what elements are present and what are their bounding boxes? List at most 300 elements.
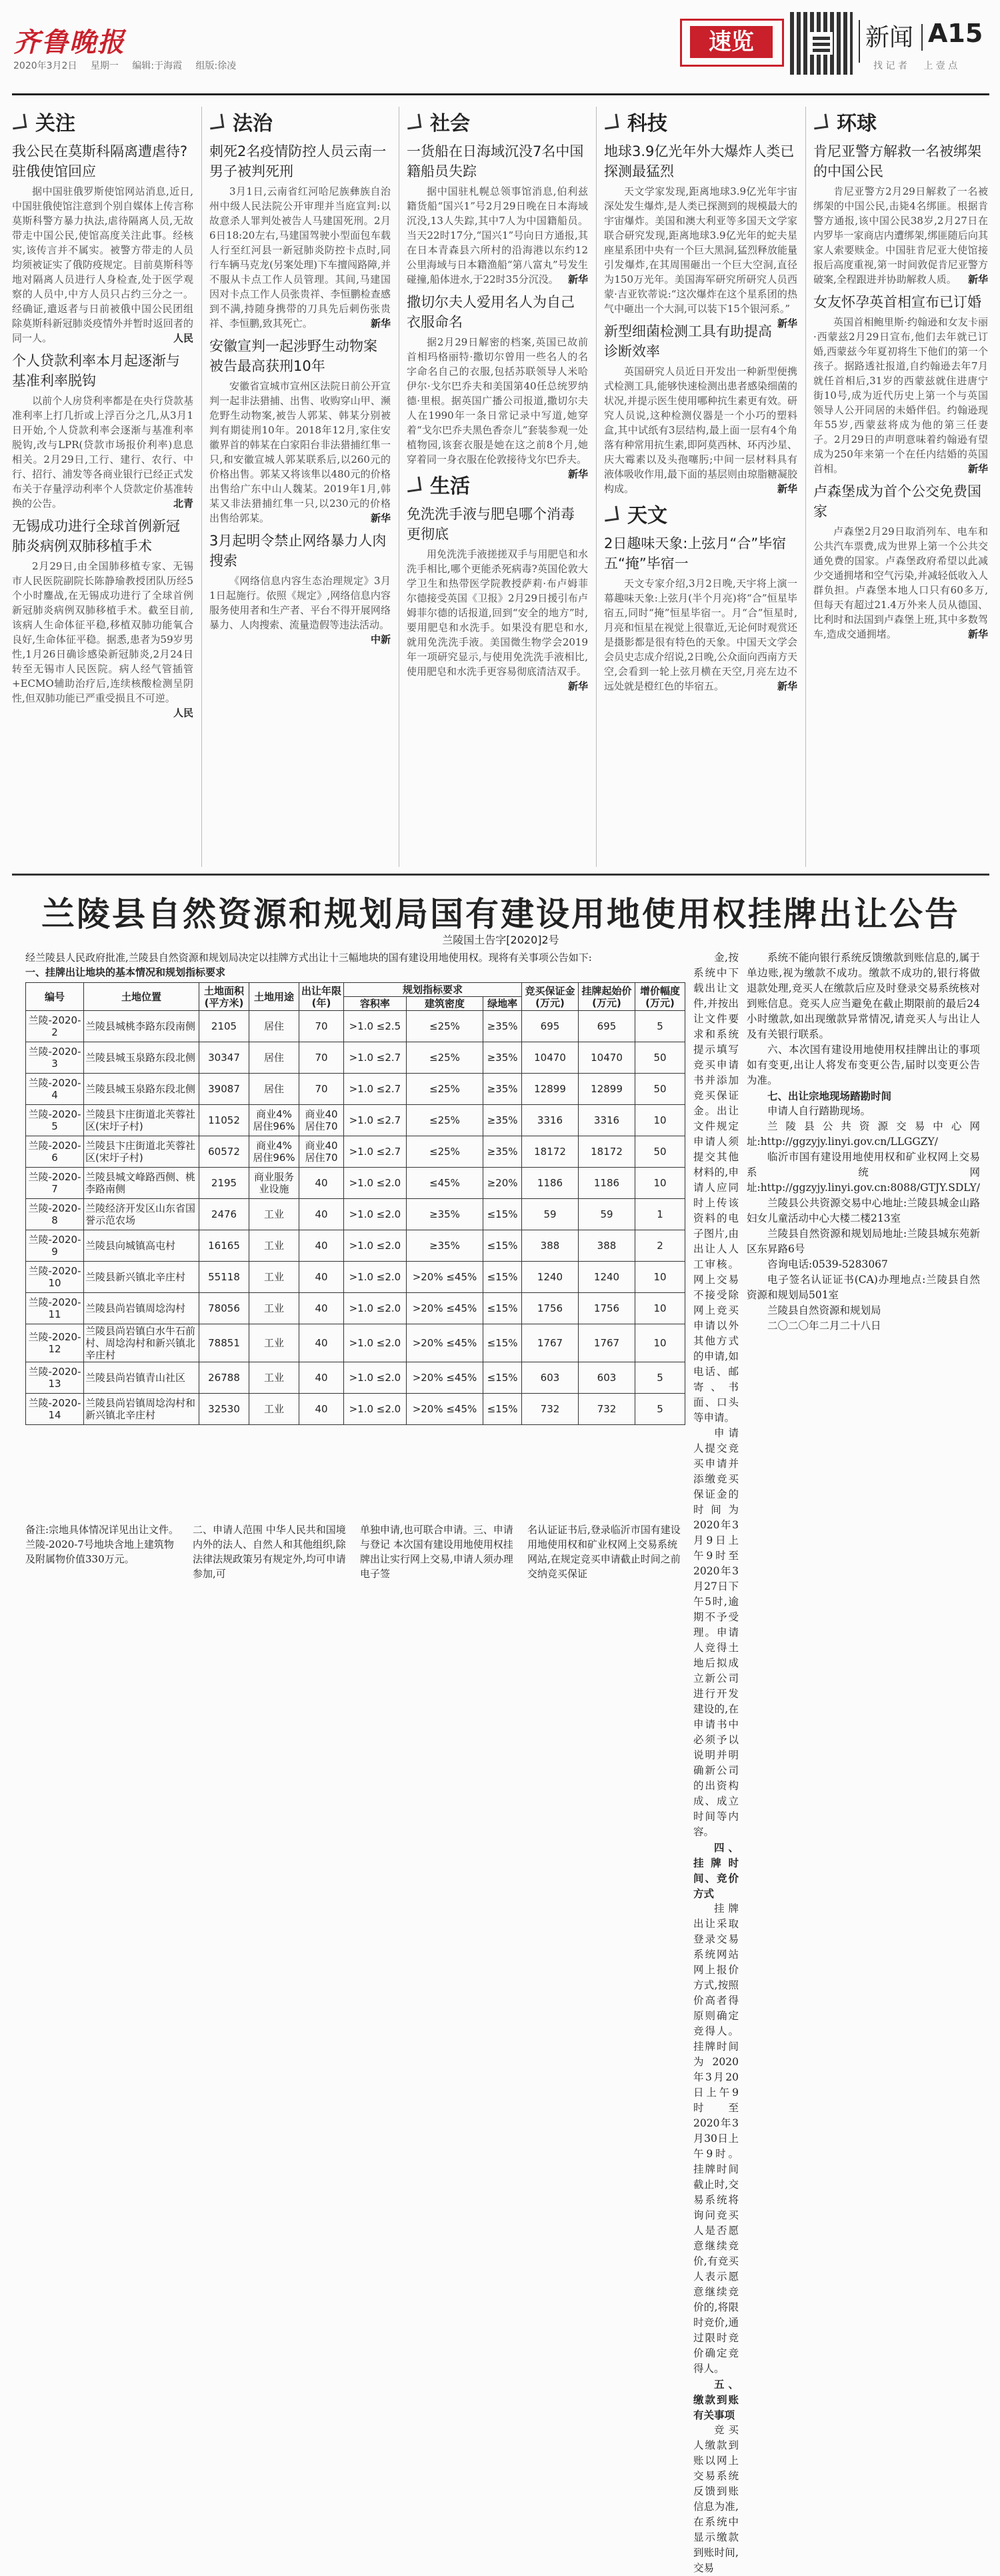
article[interactable] xyxy=(604,141,797,329)
notice-text: 备注:宗地具体情况详见出让文件。兰陵-2020-7号地块含地上建筑物及附属物价值330万元。 xyxy=(25,1524,179,1565)
cell-den: ≤25% xyxy=(406,1136,483,1168)
cell-loc: 兰陵县卞庄街道北芙蓉社区(宋圩子村) xyxy=(84,1105,199,1136)
cell-start: 18172 xyxy=(579,1136,635,1168)
cell-loc: 兰陵县尚岩镇白水牛石前村、周埝沟村和新兴镇北辛庄村 xyxy=(84,1324,199,1362)
section-header: 生活 xyxy=(407,469,568,499)
cell-dep: 18172 xyxy=(522,1136,579,1168)
notice-paragraph: 电子签名认证证书(CA)办理地点:兰陵县自然资源和规划局501室 xyxy=(746,1274,980,1301)
cell-den: >20% ≤45% xyxy=(406,1324,483,1362)
cell-loc: 兰陵县向城镇高屯村 xyxy=(84,1230,199,1262)
article-source: 新华 xyxy=(967,628,988,640)
cell-code: 兰陵-2020-14 xyxy=(26,1394,84,1425)
cell-dep: 388 xyxy=(522,1230,579,1262)
table-row xyxy=(26,1105,685,1136)
table-row xyxy=(26,1262,685,1293)
article-title[interactable]: 卢森堡成为首个公交免费国家 xyxy=(813,483,981,519)
column-huanqiu xyxy=(813,107,988,867)
article-body: 据2月29日解密的档案,英国已故前首相玛格丽特·撒切尔曾用一些名人的名字命名自己的衣服,包括苏联领导人米哈伊尔·戈尔巴乔夫和美国第40任总统罗纳德·里根。据英国广播公司报道,撒切尔夫人在1990年一条日常记录中写道,她穿着“戈尔巴乔夫黑色香奈儿”套装参观一处植物园,该套衣服是她在这之前8个月,她穿着同一身衣服在伦敦接待戈尔巴乔夫。 新华 xyxy=(407,336,588,480)
article-body: 肯尼亚警方2月29日解救了一名被绑架的中国公民,击毙4名绑匪。根据肯警方通报,该中国公民38岁,2月27日在内罗毕一家商店内遭绑架,绑匪随后向其家人索要赎金。中国驻肯尼亚大使馆接报后高度重视,第一时间敦促肯尼亚警方破案,全程跟进并协助解救人质。 新华 xyxy=(813,185,988,285)
article-title[interactable]: 我公民在莫斯科隔离遭虐待?驻俄使馆回应 xyxy=(12,143,188,179)
masthead xyxy=(13,12,987,85)
table-row xyxy=(26,1362,685,1394)
section-header: 科技 xyxy=(604,107,797,136)
notice-text: 名认证证书后,登录临沂市国有建设用地使用权和矿业权网上交易系统网站,在规定竞买申请截止时间之前交纳竞买保证 xyxy=(527,1524,681,1580)
article-source: 新华 xyxy=(370,512,391,524)
article-title[interactable]: 撒切尔夫人爱用名人为自己衣服命名 xyxy=(407,294,575,330)
arrow-icon xyxy=(209,113,224,129)
th-step: 增价幅度(万元) xyxy=(635,983,685,1011)
cell-code: 兰陵-2020-4 xyxy=(26,1074,84,1105)
cell-loc: 兰陵县新兴镇北辛庄村 xyxy=(84,1262,199,1293)
cell-area: 2476 xyxy=(199,1199,249,1230)
article-body: 2月29日,由全国肺移植专家、无锡市人民医院副院长陈静瑜教授团队历经5个小时鏖战,在无锡成功进行了全球首例新冠肺炎病例双肺移植手术。截至目前,该病人生命体征平稳,移植双肺功能氧合良好,生命体征平稳。据悉,患者为59岁男性,1月26日确诊感染新冠肺炎,2月24日转至无锡市人民医院。病人经气管插管+ECMO辅助治疗后,连续核酸检测呈阴性,但双肺功能已严重受损且不可逆。 人民 xyxy=(12,560,193,719)
cell-far: >1.0 ≤2.7 xyxy=(344,1042,407,1074)
cell-loc: 兰陵县尚岩镇周埝沟村和新兴镇北辛庄村 xyxy=(84,1394,199,1425)
cell-area: 39087 xyxy=(199,1074,249,1105)
cell-code: 兰陵-2020-13 xyxy=(26,1362,84,1394)
notice-paragraph: 金,按系统中下载出让文件,并按出让文件要求和系统提示填写竞买申请书并添加竞买保证金。出让文件规定申请人须提交其他材料的,申请人应同时上传该资料的电子图片,由出让人人工审核。网上交易不接受除网上竞买申请以外其他方式的申请,如电话、邮寄、书面、口头等申请。 xyxy=(693,952,739,1424)
article-title[interactable]: 一货船在日海域沉没7名中国籍船员失踪 xyxy=(407,143,584,179)
cell-loc: 兰陵县城文峰路西侧、桃李路南侧 xyxy=(84,1168,199,1199)
notice-right-text xyxy=(693,950,980,2576)
cell-dep: 695 xyxy=(522,1011,579,1042)
cell-code: 兰陵-2020-2 xyxy=(26,1011,84,1042)
cell-start: 695 xyxy=(579,1011,635,1042)
article-source: 人民 xyxy=(173,332,193,344)
page-number: A15 xyxy=(928,19,983,48)
cell-start: 1240 xyxy=(579,1262,635,1293)
th-code: 编号 xyxy=(26,983,84,1011)
cell-den: >20% ≤45% xyxy=(406,1394,483,1425)
cell-start: 732 xyxy=(579,1394,635,1425)
cell-green: ≥35% xyxy=(483,1105,522,1136)
article-title[interactable]: 无锡成功进行全球首例新冠肺炎病例双肺移植手术 xyxy=(12,518,180,554)
notice-right-col-1 xyxy=(693,950,739,2576)
cell-den: ≤25% xyxy=(406,1011,483,1042)
cell-green: ≤15% xyxy=(483,1230,522,1262)
cell-loc: 兰陵县尚岩镇周埝沟村 xyxy=(84,1293,199,1324)
th-deposit: 竞买保证金(万元) xyxy=(522,983,579,1011)
reporter-line xyxy=(873,59,971,72)
issue-layout: 组版:徐凌 xyxy=(195,61,237,71)
article-title[interactable]: 2日趣味天象:上弦月“合”毕宿五“掩”毕宿一 xyxy=(604,535,787,571)
cell-dep: 1756 xyxy=(522,1293,579,1324)
cell-use: 居住 xyxy=(249,1074,299,1105)
article[interactable] xyxy=(12,351,193,511)
section-header: 环球 xyxy=(813,107,988,136)
notice-paragraph: 申请人自行踏勘现场。 xyxy=(767,1105,871,1117)
cell-area: 78851 xyxy=(199,1324,249,1362)
cell-far: >1.0 ≤2.0 xyxy=(344,1293,407,1324)
article-body: 安徽省宣城市宣州区法院日前公开宣判一起非法猎捕、出售、收购穿山甲、濒危野生动物案,被告人郭某、韩某分别被判有期徒刑10年。2018年12月,家住安徽界首的韩某在白家阳台非法猎捕红隼一只,和安徽宣城人郭某联系后,以260元的价格出售。郭某又将该隼以480元的价格出售给广东中山人魏某。2019年1月,韩某又非法猎捕红隼一只,以230元的价格出售给郭某。 新华 xyxy=(209,380,391,524)
table-row xyxy=(26,1168,685,1199)
article-body: 据中国驻札幌总领事馆消息,伯利兹籍货船“国兴1”号2月29日晚在日本海域沉没,13人失踪,其中7人为中国籍船员。当天22时17分,“国兴1”号向日方通报,其在日本青森县六所村的沿海港以东约12公里海域与日本籍渔船“第八富丸”号发生碰撞,船体进水,于22时35分沉没。 新华 xyxy=(407,185,588,285)
cell-code: 兰陵-2020-12 xyxy=(26,1324,84,1362)
th-far: 容积率 xyxy=(344,997,407,1011)
cell-green: ≤15% xyxy=(483,1394,522,1425)
cell-dep: 59 xyxy=(522,1199,579,1230)
cell-step: 10 xyxy=(635,1262,685,1293)
cell-term: 70 xyxy=(299,1042,344,1074)
cell-term: 40 xyxy=(299,1168,344,1199)
article[interactable] xyxy=(209,336,391,525)
notice-paragraph: 四、挂牌时间、竞价方式 xyxy=(693,1841,739,1900)
cell-step: 10 xyxy=(635,1324,685,1362)
article[interactable] xyxy=(407,292,588,480)
article-body: 《网络信息内容生态治理规定》3月1日起施行。依照《规定》,网络信息内容服务使用者和生产者、平台不得开展网络暴力、人肉搜索、流量造假等违法活动。 中新 xyxy=(209,575,391,646)
cell-far: >1.0 ≤2.0 xyxy=(344,1168,407,1199)
cell-den: ≤45% xyxy=(406,1168,483,1199)
cell-dep: 1240 xyxy=(522,1262,579,1293)
article-title[interactable]: 新型细菌检测工具有助提高诊断效率 xyxy=(604,323,772,359)
cell-code: 兰陵-2020-8 xyxy=(26,1199,84,1230)
notice-text: 单独申请,也可联合申请。三、申请与登记 本次国有建设用地使用权挂牌出让实行网上交易,申请人须办理电子签 xyxy=(360,1524,513,1580)
cell-use: 工业 xyxy=(249,1394,299,1425)
cell-far: >1.0 ≤2.0 xyxy=(344,1324,407,1362)
cell-use: 商业4% 居住96% xyxy=(249,1136,299,1168)
article[interactable] xyxy=(12,141,193,345)
notice-signature: 兰陵县自然资源和规划局 xyxy=(767,1304,881,1316)
notice-link[interactable]: 兰陵县公共资源交易中心网址:http://ggzyjy.linyi.gov.cn/LLGGZY/ xyxy=(746,1120,980,1148)
sulan-badge xyxy=(680,19,784,67)
th-plan: 规划指标要求 xyxy=(344,983,522,997)
section-header: 法治 xyxy=(209,107,391,136)
article-source: 北青 xyxy=(173,497,193,509)
table-row xyxy=(26,1293,685,1324)
notice-paragraph: 五、缴款到账有关事项 xyxy=(693,2378,739,2421)
arrow-icon xyxy=(407,476,421,492)
article-body: 天文专家介绍,3月2日晚,天宇将上演一幕趣味天象:上弦月(半个月亮)将“合”恒星毕宿五,同时“掩”恒星毕宿一。月“合”恒星时,月亮和恒星在视觉上很靠近,无论何时观赏还是摄影都是很有特色的天象。中国天文学会会员史志成介绍说,2日晚,公众面向西南方天空,会看到一轮上弦月横在天空,月亮左边不远处就是橙红色的毕宿五。 新华 xyxy=(604,577,797,692)
cell-use: 工业 xyxy=(249,1230,299,1262)
cell-use: 商业服务业设施 xyxy=(249,1168,299,1199)
article-body: 卢森堡2月29日取消列车、电车和公共汽车票费,成为世界上第一个公共交通免费的国家。卢森堡政府希望以此减少交通拥堵和空气污染,并减轻低收入人群负担。卢森堡本地人口只有60多万,但每天有超过21.4万外来人员从德国、比利时和法国到卢森堡上班,其中多数驾车,造成交通拥堵。 新华 xyxy=(813,525,988,640)
cell-term: 40 xyxy=(299,1293,344,1324)
cell-step: 10 xyxy=(635,1168,685,1199)
sulan-label: 速览 xyxy=(690,26,773,58)
th-density: 建筑密度 xyxy=(406,997,483,1011)
section-header: 关注 xyxy=(12,107,193,136)
article[interactable] xyxy=(209,141,391,331)
qr-code-icon[interactable] xyxy=(790,12,853,75)
cell-green: ≥35% xyxy=(483,1074,522,1105)
cell-start: 388 xyxy=(579,1230,635,1262)
article-title[interactable]: 安徽宣判一起涉野生动物案被告最高获刑10年 xyxy=(209,338,377,374)
cell-step: 5 xyxy=(635,1362,685,1394)
article-source: 新华 xyxy=(777,680,797,692)
article-title[interactable]: 地球3.9亿光年外大爆炸人类已探测最猛烈 xyxy=(604,143,795,179)
divider xyxy=(859,20,860,63)
cell-term: 商业40 居住70 xyxy=(299,1105,344,1136)
cell-den: ≤25% xyxy=(406,1042,483,1074)
notice-date: 二〇二〇年二月二十八日 xyxy=(767,1320,881,1332)
notice-paragraph: 七、出让宗地现场踏勘时间 xyxy=(767,1090,891,1102)
cell-step: 1 xyxy=(635,1199,685,1230)
th-use: 土地用途 xyxy=(249,983,299,1011)
cell-term: 40 xyxy=(299,1262,344,1293)
cell-den: >20% ≤45% xyxy=(406,1362,483,1394)
cell-use: 工业 xyxy=(249,1199,299,1230)
column-guanzhu xyxy=(12,107,193,867)
column-divider xyxy=(596,107,597,867)
article-body: 3月1日,云南省红河哈尼族彝族自治州中级人民法院公开审理并当庭宣判:以故意杀人罪判处被告人马建国死刑。2月6日18:20左右,马建国驾驶小型面包车载人行至红河县一新冠肺炎防控卡点时,同行车辆马克龙(另案处理)下车擅闯路障,并不服从卡点工作人员管理。其间,马建国因对卡点工作人员张贵祥、李恒鹏检查感到不满,持随身携带的刀具先后刺伤张贵祥、李恒鹏,致其死亡。 新华 xyxy=(209,185,391,329)
cell-start: 1186 xyxy=(579,1168,635,1199)
cell-term: 商业40 居住70 xyxy=(299,1136,344,1168)
arrow-icon xyxy=(604,113,619,129)
cell-code: 兰陵-2020-3 xyxy=(26,1042,84,1074)
cell-far: >1.0 ≤2.0 xyxy=(344,1362,407,1394)
notice-number: 兰陵国土告字[2020]2号 xyxy=(442,934,559,946)
cell-loc: 兰陵县城桃李路东段南侧 xyxy=(84,1011,199,1042)
cell-step: 5 xyxy=(635,1011,685,1042)
th-location: 土地位置 xyxy=(84,983,199,1011)
article-title[interactable]: 免洗洗手液与肥皂哪个消毒更彻底 xyxy=(407,506,575,542)
cell-use: 工业 xyxy=(249,1293,299,1324)
article-title[interactable]: 肯尼亚警方解救一名被绑架的中国公民 xyxy=(813,143,981,179)
cell-green: ≤15% xyxy=(483,1262,522,1293)
cell-dep: 3316 xyxy=(522,1105,579,1136)
cell-far: >1.0 ≤2.7 xyxy=(344,1105,407,1136)
column-divider xyxy=(201,107,202,867)
cell-step: 5 xyxy=(635,1394,685,1425)
notice-paragraph: 系统不能向银行系统反馈缴款到账信息的,属于单边账,视为缴款不成功。缴款不成功的,银行将做退款处理,竞买人在缴款后应及时登录交易系统核对到账信息。竞买人应当避免在截止期限前的最后24小时缴款,如出现缴款异常情况,请竞买人与出让人及有关银行联系。 xyxy=(746,952,980,1040)
cell-term: 70 xyxy=(299,1011,344,1042)
cell-area: 60572 xyxy=(199,1136,249,1168)
article[interactable] xyxy=(12,516,193,719)
reporter-label: 找 记 者 xyxy=(873,61,907,71)
cell-code: 兰陵-2020-5 xyxy=(26,1105,84,1136)
article[interactable] xyxy=(813,292,988,476)
cell-far: >1.0 ≤2.0 xyxy=(344,1262,407,1293)
article[interactable] xyxy=(407,141,588,287)
arrow-icon xyxy=(813,113,828,129)
land-notice xyxy=(12,874,989,2574)
notice-title: 兰陵县自然资源和规划局国有建设用地使用权挂牌出让公告 xyxy=(41,895,960,934)
cell-code: 兰陵-2020-9 xyxy=(26,1230,84,1262)
issue-editor: 编辑:于海霞 xyxy=(132,61,183,71)
arrow-icon xyxy=(12,113,27,129)
cell-far: >1.0 ≤2.0 xyxy=(344,1199,407,1230)
cell-step: 10 xyxy=(635,1105,685,1136)
article-body: 据中国驻俄罗斯使馆网站消息,近日,中国驻俄使馆注意到个别自媒体上传言称莫斯科警方暴力执法,虐待隔离人员,无故带走中国公民,使馆高度关注此事。经核实,该传言并不属实。被警方带走的人员均须被证实了俄防疫规定。目前莫斯科等地对隔离人员进行人身检查,处于医学观察的人员中,中方人员只占约三分之一。经确证,遣返者与日前被俄中国公民团组除莫斯科新冠肺炎疫情外并暂时返回者的同一人。 人民 xyxy=(12,185,193,344)
cell-den: ≤25% xyxy=(406,1074,483,1105)
section-header: 社会 xyxy=(407,107,588,136)
table-row xyxy=(26,1011,685,1042)
notice-paragraph: 挂牌出让采取登录交易系统网站网上报价方式,按照价高者得原则确定竞得人。挂牌时间为2020年3月20日上午9时至2020年3月30日上午9时。挂牌时间截止时,交易系统将询问竞买人是否愿意继续竞价,有竞买人表示愿意继续竞价的,将限时竞价,通过限时竞价确定竞得人。 xyxy=(693,1902,739,2375)
cell-far: >1.0 ≤2.7 xyxy=(344,1136,407,1168)
cell-area: 78056 xyxy=(199,1293,249,1324)
cell-area: 26788 xyxy=(199,1362,249,1394)
cell-area: 30347 xyxy=(199,1042,249,1074)
cell-green: ≤15% xyxy=(483,1293,522,1324)
cell-den: >20% ≤45% xyxy=(406,1293,483,1324)
notice-intro: 经兰陵县人民政府批准,兰陵县自然资源和规划局决定以挂牌方式出让十三幅地块的国有建设用地使用权。现将有关事项公告如下: xyxy=(25,952,592,964)
th-start: 挂牌起始价(万元) xyxy=(579,983,635,1011)
column-shehui xyxy=(407,107,588,867)
cell-start: 1767 xyxy=(579,1324,635,1362)
notice-paragraph: 申请人提交竞买申请并添缴竞买保证金的时间为2020年3月9日上午9时至2020年3月27日下午5时,逾期不予受理。申请人竞得土地后拟成立新公司进行开发建设的,在申请书中必须予以说明并明确新公司的出资构成、成立时间等内容。 xyxy=(693,1427,739,1838)
cell-den: ≤25% xyxy=(406,1105,483,1136)
article-body: 英国首相鲍里斯·约翰逊和女友卡丽·西蒙兹2月29日宣布,他们去年就已订婚,西蒙兹今年夏初将生下他们的第一个孩子。据路透社报道,自约翰逊去年7月就任首相后,31岁的西蒙兹就住进唐宁街10号,成为近代历史上第一个与英国领导人公开同居的未婚伴侣。约翰逊现年55岁,西蒙兹将成为他的第三任妻子。2月29日的声明意味着约翰逊有望成为250年来第一个在任内结婚的英国首相。 新华 xyxy=(813,316,988,475)
article-source: 新华 xyxy=(567,680,588,692)
cell-use: 工业 xyxy=(249,1362,299,1394)
cell-dep: 732 xyxy=(522,1394,579,1425)
cell-term: 40 xyxy=(299,1394,344,1425)
table-row xyxy=(26,1324,685,1362)
issue-date: 2020年3月2日 xyxy=(13,61,77,71)
reporter-action: 上 壹 点 xyxy=(923,61,958,71)
cell-term: 40 xyxy=(299,1362,344,1394)
cell-start: 1756 xyxy=(579,1293,635,1324)
cell-term: 40 xyxy=(299,1199,344,1230)
article-title[interactable]: 3月起明令禁止网络暴力人肉搜索 xyxy=(209,533,387,569)
cell-term: 70 xyxy=(299,1074,344,1105)
cell-start: 12899 xyxy=(579,1074,635,1105)
cell-loc: 兰陵县城玉泉路东段北侧 xyxy=(84,1074,199,1105)
cell-green: ≤15% xyxy=(483,1324,522,1362)
notice-paragraph: 兰陵县自然资源和规划局地址:兰陵县城东苑新区东昇路6号 xyxy=(746,1228,980,1255)
cell-loc: 兰陵县卞庄街道北芙蓉社区(宋圩子村) xyxy=(84,1136,199,1168)
cell-far: >1.0 ≤2.0 xyxy=(344,1394,407,1425)
table-row xyxy=(26,1230,685,1262)
cell-loc: 兰陵县城玉泉路东段北侧 xyxy=(84,1042,199,1074)
cell-step: 50 xyxy=(635,1042,685,1074)
article-title[interactable]: 个人贷款利率本月起逐渐与基准利率脱钩 xyxy=(12,353,180,389)
cell-start: 59 xyxy=(579,1199,635,1230)
cell-use: 商业4% 居住96% xyxy=(249,1105,299,1136)
cell-dep: 1767 xyxy=(522,1324,579,1362)
column-divider xyxy=(805,107,806,867)
cell-green: ≥20% xyxy=(483,1168,522,1199)
arrow-icon xyxy=(407,113,421,129)
cell-start: 3316 xyxy=(579,1105,635,1136)
notice-paragraph: 六、本次国有建设用地使用权挂牌出让的事项如有变更,出让人将发布变更公告,届时以变更公告为准。 xyxy=(746,1044,980,1086)
divider xyxy=(921,24,923,51)
table-row xyxy=(26,1074,685,1105)
article-source: 新华 xyxy=(967,463,988,475)
article-body: 以前个人房贷利率都是在央行贷款基准利率上打几折或上浮百分之几,从3月1日开始,个人贷款利率会逐渐与基准利率脱钩,改与LPR(贷款市场报价利率)息息相关。2月29日,工行、建行、农行、中行、招行、浦发等各商业银行已经正式发布关于存量浮动利率个人贷款定价基准转换的公告。 北青 xyxy=(12,395,193,509)
cell-area: 32530 xyxy=(199,1394,249,1425)
table-row xyxy=(26,1136,685,1168)
cell-area: 55118 xyxy=(199,1262,249,1293)
notice-paragraph: 咨询电话:0539-5283067 xyxy=(767,1258,888,1270)
th-term: 出让年限(年) xyxy=(299,983,344,1011)
cell-dep: 1186 xyxy=(522,1168,579,1199)
cell-green: ≥35% xyxy=(483,1136,522,1168)
column-fazhi xyxy=(209,107,391,867)
notice-section-1: 一、挂牌出让地块的基本情况和规划指标要求 xyxy=(25,966,226,978)
article[interactable] xyxy=(407,504,588,692)
table-row xyxy=(26,1199,685,1230)
table-row xyxy=(26,1042,685,1074)
cell-use: 工业 xyxy=(249,1324,299,1362)
cell-start: 603 xyxy=(579,1362,635,1394)
land-table xyxy=(25,982,685,1425)
cell-far: >1.0 ≤2.7 xyxy=(344,1074,407,1105)
article-body: 用免洗洗手液搓搓双手与用肥皂和水洗手相比,哪个更能杀死病毒?英国伦敦大学卫生和热带医学院教授萨莉·布卢姆菲尔德接受英国《卫报》2月29日援引布卢姆菲尔德的话报道,回到“安全的地方”时,要用肥皂和水洗手。如果没有肥皂和水,就用免洗洗手液。美国微生物学会2019年一项研究显示,与使用免洗洗手液相比,使用肥皂和水洗手更容易彻底清洁双手。 新华 xyxy=(407,548,588,692)
top-rule xyxy=(12,93,989,95)
article-title[interactable]: 女友怀孕英首相宣布已订婚 xyxy=(813,294,981,310)
cell-step: 50 xyxy=(635,1136,685,1168)
notice-table-area xyxy=(25,950,685,1425)
cell-far: >1.0 ≤2.5 xyxy=(344,1011,407,1042)
notice-link[interactable]: 临沂市国有建设用地使用权和矿业权网上交易系统网址:http://ggzyjy.linyi.gov.cn:8088/GTJY.SDLY/ xyxy=(746,1151,981,1194)
cell-code: 兰陵-2020-7 xyxy=(26,1168,84,1199)
article[interactable] xyxy=(604,533,797,694)
cell-use: 居住 xyxy=(249,1011,299,1042)
article-body: 天文学家发现,距离地球3.9亿光年宇宙深处发生爆炸,是人类已探测到的规模最大的宇宙爆炸。美国和澳大利亚等多国天文学家联合研究发现,距离地球3.9亿光年的蛇夫星座星系团中央有一个巨大黑洞,猛烈释放能量引发爆炸,在其周围砸出一个巨大空洞,直径为150万光年。美国海军研究所研究人员西蒙·吉亚钦蒂说:“这次爆炸在这个星系团的热气中砸出一个大洞,可以装下15个银河系。” 新华 xyxy=(604,185,797,329)
cell-dep: 10470 xyxy=(522,1042,579,1074)
article-source: 新华 xyxy=(777,317,797,329)
th-area: 土地面积(平方米) xyxy=(199,983,249,1011)
notice-paragraph: 竞买人缴款到账以网上交易系统反馈到账信息为准,在系统中显示缴款到账时间,交易 xyxy=(693,2424,739,2574)
article-source: 新华 xyxy=(967,273,988,285)
cell-den: ≥35% xyxy=(406,1230,483,1262)
cell-green: ≤15% xyxy=(483,1199,522,1230)
issue-meta xyxy=(13,59,247,72)
article[interactable] xyxy=(604,321,797,496)
article-source: 新华 xyxy=(567,468,588,480)
cell-green: ≤15% xyxy=(483,1362,522,1394)
article-body: 英国研究人员近日开发出一种新型便携式检测工具,能够快速检测出患者感染细菌的状况,并提示医生使用哪种抗生素更有效。研究人员说,这种检测仪器是一个小巧的塑料盒,其中试纸有3层结构,最上面一层有4个角落有种常用抗生素,即阿莫西林、环丙沙星、庆大霉素以及头孢噻肟;中间一层材料具有液体吸收作用,最下面的基层则由琼脂糖凝胶构成。 新华 xyxy=(604,365,797,495)
article-source: 中新 xyxy=(370,633,391,646)
article[interactable] xyxy=(813,141,988,287)
cell-area: 2195 xyxy=(199,1168,249,1199)
section-name: 新闻 xyxy=(865,24,914,51)
table-row xyxy=(26,1394,685,1425)
column-keji xyxy=(604,107,797,867)
cell-step: 2 xyxy=(635,1230,685,1262)
cell-area: 2105 xyxy=(199,1011,249,1042)
cell-use: 工业 xyxy=(249,1262,299,1293)
cell-code: 兰陵-2020-11 xyxy=(26,1293,84,1324)
arrow-icon xyxy=(604,505,619,521)
section-header: 天文 xyxy=(604,499,797,528)
cell-area: 11052 xyxy=(199,1105,249,1136)
article-source: 人民 xyxy=(173,707,193,719)
cell-code: 兰陵-2020-10 xyxy=(26,1262,84,1293)
cell-green: ≥35% xyxy=(483,1042,522,1074)
cell-den: >20% ≤45% xyxy=(406,1262,483,1293)
cell-code: 兰陵-2020-6 xyxy=(26,1136,84,1168)
cell-use: 居住 xyxy=(249,1042,299,1074)
cell-step: 10 xyxy=(635,1293,685,1324)
cell-area: 16165 xyxy=(199,1230,249,1262)
cell-den: ≥35% xyxy=(406,1199,483,1230)
notice-paragraph: 兰陵县公共资源交易中心地址:兰陵县城金山路妇女儿童活动中心大楼二楼213室 xyxy=(746,1197,980,1224)
cell-loc: 兰陵经济开发区山东省国誉示范农场 xyxy=(84,1199,199,1230)
cell-step: 50 xyxy=(635,1074,685,1105)
article[interactable] xyxy=(209,531,391,646)
cell-start: 10470 xyxy=(579,1042,635,1074)
cell-term: 40 xyxy=(299,1230,344,1262)
cell-far: >1.0 ≤2.0 xyxy=(344,1230,407,1262)
cell-dep: 603 xyxy=(522,1362,579,1394)
th-green: 绿地率 xyxy=(483,997,522,1011)
notice-bottom-text xyxy=(25,1522,685,1581)
cell-dep: 12899 xyxy=(522,1074,579,1105)
notice-text: 二、申请人范围 中华人民共和国境内外的法人、自然人和其他组织,除法律法规政策另有规定外,均可申请参加,可 xyxy=(193,1524,346,1580)
notice-right-col-2 xyxy=(747,950,980,2576)
article-title[interactable]: 刺死2名疫情防控人员云南一男子被判死刑 xyxy=(209,143,387,179)
cell-loc: 兰陵县尚岩镇青山社区 xyxy=(84,1362,199,1394)
issue-weekday: 星期一 xyxy=(90,61,119,71)
cell-green: ≥35% xyxy=(483,1011,522,1042)
cell-term: 40 xyxy=(299,1324,344,1362)
article-source: 新华 xyxy=(777,483,797,495)
article[interactable] xyxy=(813,481,988,641)
newspaper-logo: 齐鲁晚报 xyxy=(13,27,125,58)
article-source: 新华 xyxy=(370,317,391,329)
